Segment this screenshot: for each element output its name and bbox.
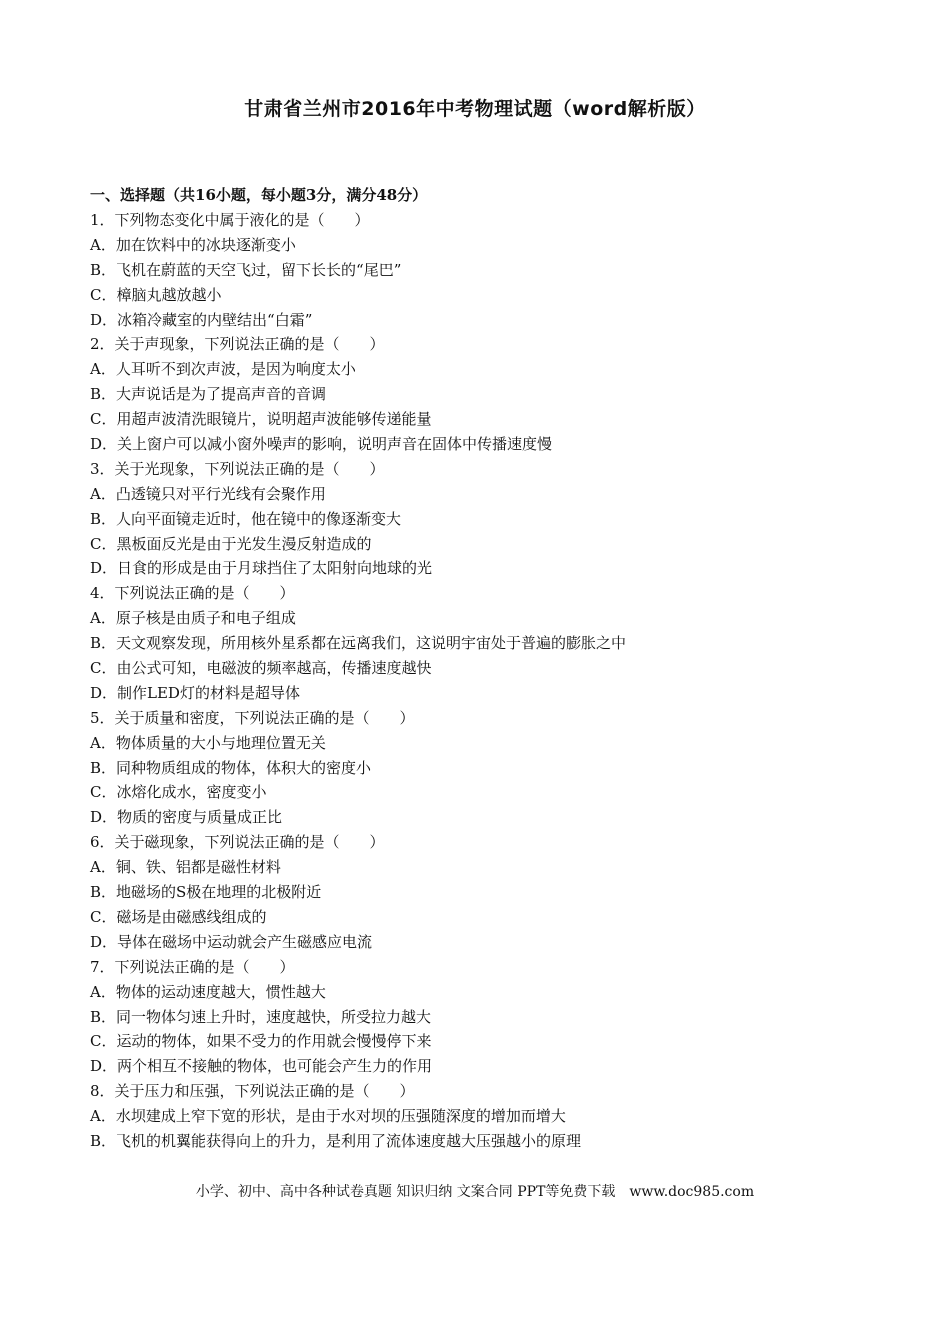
option-c: C．用超声波清洗眼镜片，说明超声波能够传递能量 <box>90 410 432 429</box>
option-b: B．同一物体匀速上升时，速度越快，所受拉力越大 <box>90 1007 432 1026</box>
option-a: A．物体的运动速度越大，惯性越大 <box>90 982 326 1001</box>
page-footer: 小学、初中、高中各种试卷真题 知识归纳 文案合同 PPT等免费下载 www.doc985.com <box>195 1184 755 1200</box>
question-1 <box>90 208 870 332</box>
option-b: B．天文观察发现，所用核外星系都在远离我们，这说明宇宙处于普遍的膨胀之中 <box>90 634 627 653</box>
question-6 <box>90 830 870 954</box>
option-b: B．同种物质组成的物体，体积大的密度小 <box>90 758 372 777</box>
question-4 <box>90 581 870 705</box>
question-8 <box>90 1079 870 1154</box>
question-stem: 1．下列物态变化中属于液化的是（ ） <box>90 211 370 229</box>
option-b: B．大声说话是为了提高声音的音调 <box>90 385 327 404</box>
option-c: C．磁场是由磁感线组成的 <box>90 907 267 926</box>
option-a: A．原子核是由质子和电子组成 <box>90 609 296 628</box>
option-b: B．飞机的机翼能获得向上的升力，是利用了流体速度越大压强越小的原理 <box>90 1131 582 1150</box>
option-b: B．人向平面镜走近时，他在镜中的像逐渐变大 <box>90 509 402 528</box>
section-heading: 一、选择题（共16小题，每小题3分，满分48分） <box>90 186 428 204</box>
question-stem: 7．下列说法正确的是（ ） <box>90 957 295 976</box>
option-a: A．物体质量的大小与地理位置无关 <box>90 733 326 752</box>
option-b: B．飞机在蔚蓝的天空飞过，留下长长的“尾巴” <box>90 260 402 279</box>
option-c: C．冰熔化成水，密度变小 <box>90 783 267 802</box>
option-c: C．黑板面反光是由于光发生漫反射造成的 <box>90 534 372 553</box>
option-c: C．运动的物体，如果不受力的作用就会慢慢停下来 <box>90 1032 432 1051</box>
question-stem: 6．关于磁现象，下列说法正确的是（ ） <box>90 833 385 852</box>
option-d: D．物质的密度与质量成正比 <box>90 808 283 827</box>
option-a: A．水坝建成上窄下宽的形状，是由于水对坝的压强随深度的增加而增大 <box>90 1107 566 1126</box>
option-c: C．樟脑丸越放越小 <box>90 285 222 304</box>
option-d: D．关上窗户可以减小窗外噪声的影响，说明声音在固体中传播速度慢 <box>90 435 553 454</box>
question-5 <box>90 706 870 830</box>
option-c: C．由公式可知，电磁波的频率越高，传播速度越快 <box>90 659 432 678</box>
option-d: D．日食的形成是由于月球挡住了太阳射向地球的光 <box>90 559 433 578</box>
option-a: A．加在饮料中的冰块逐渐变小 <box>90 235 296 254</box>
option-d: D．冰箱冷藏室的内壁结出“白霜” <box>90 310 313 329</box>
option-b: B．地磁场的S极在地理的北极附近 <box>90 883 322 902</box>
question-stem: 3．关于光现象，下列说法正确的是（ ） <box>90 459 385 478</box>
option-a: A．凸透镜只对平行光线有会聚作用 <box>90 484 326 503</box>
option-d: D．制作LED灯的材料是超导体 <box>90 683 300 702</box>
question-stem: 8．关于压力和压强，下列说法正确的是（ ） <box>90 1082 415 1101</box>
option-a: A．人耳听不到次声波，是因为响度太小 <box>90 360 356 379</box>
option-d: D．导体在磁场中运动就会产生磁感应电流 <box>90 932 373 951</box>
question-3 <box>90 457 870 581</box>
exam-content <box>90 183 870 1154</box>
question-2 <box>90 332 870 456</box>
question-stem: 5．关于质量和密度，下列说法正确的是（ ） <box>90 708 415 727</box>
option-d: D．两个相互不接触的物体，也可能会产生力的作用 <box>90 1057 433 1076</box>
question-stem: 4．下列说法正确的是（ ） <box>90 584 295 603</box>
page-title: 甘肃省兰州市2016年中考物理试题（word解析版） <box>244 98 706 120</box>
question-7 <box>90 955 870 1079</box>
question-stem: 2．关于声现象，下列说法正确的是（ ） <box>90 335 385 354</box>
option-a: A．铜、铁、铝都是磁性材料 <box>90 858 281 877</box>
